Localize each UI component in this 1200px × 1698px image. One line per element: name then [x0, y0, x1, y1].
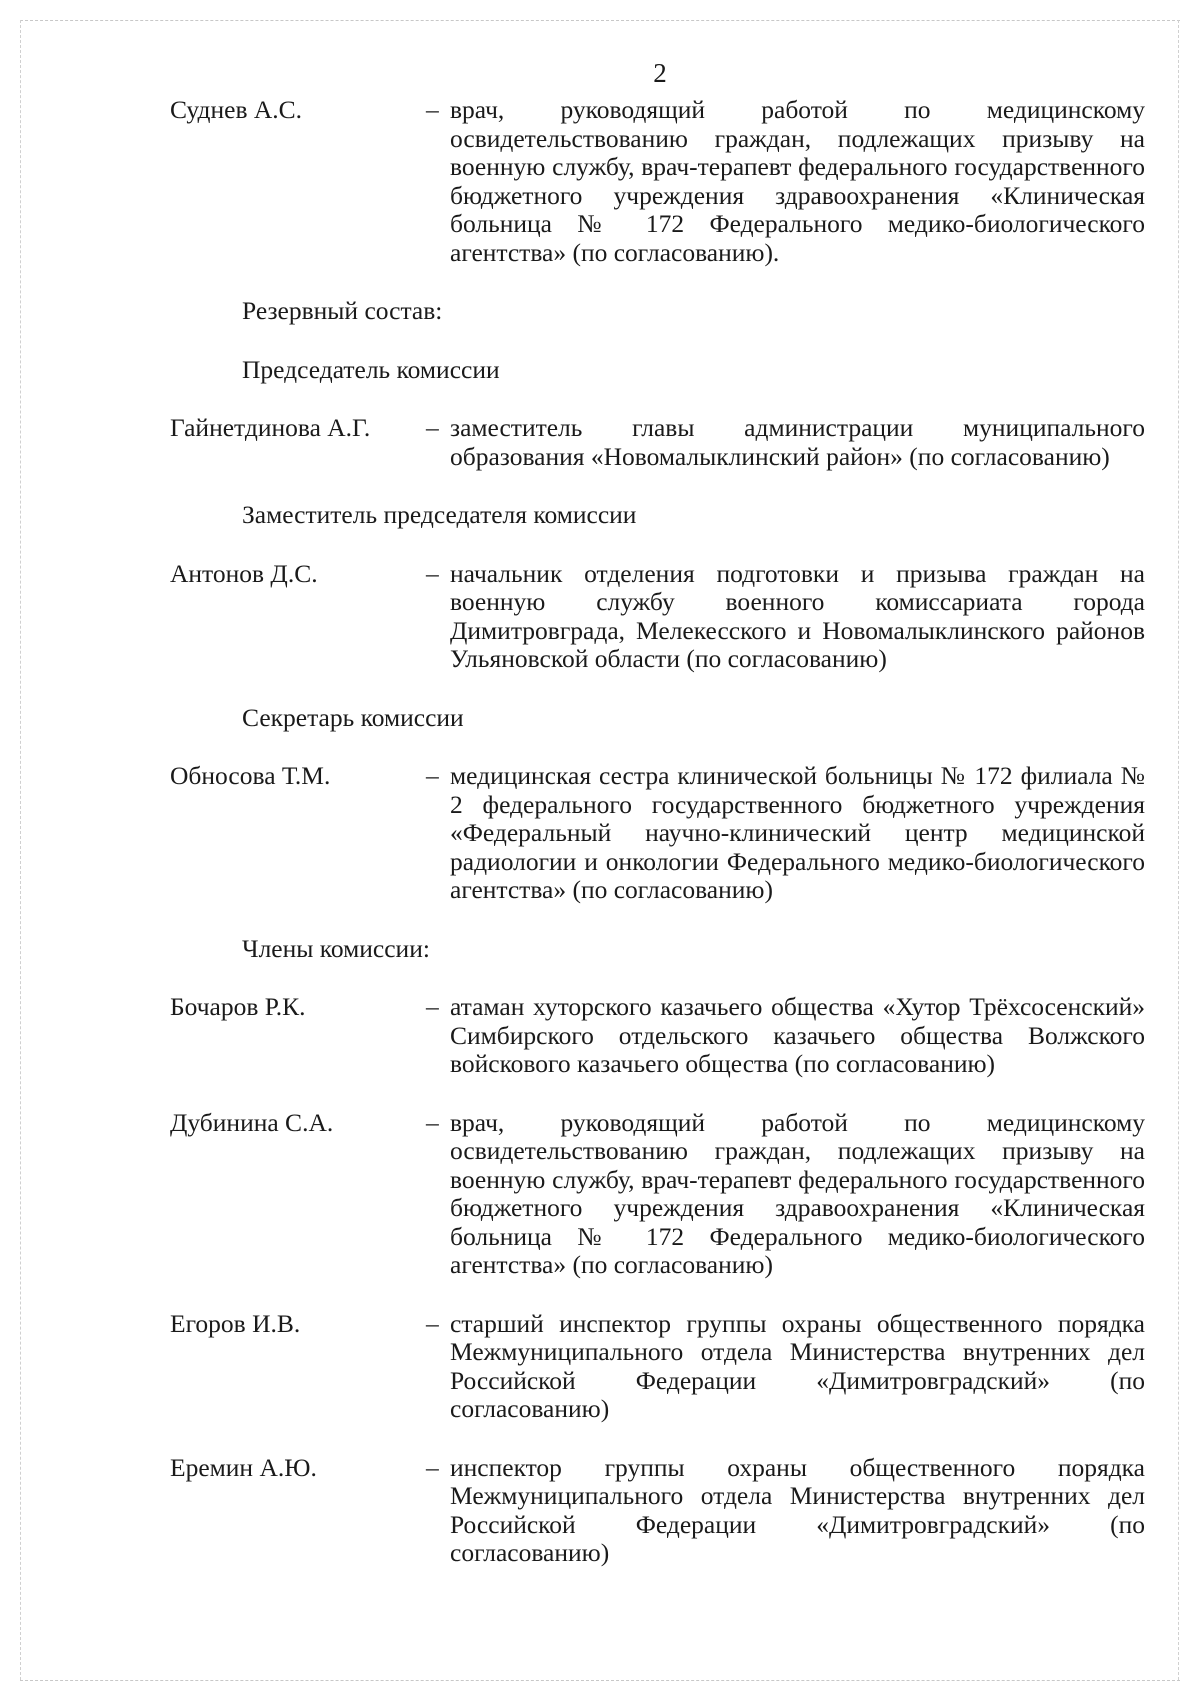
heading-members: Члены комиссии:: [242, 933, 430, 963]
entry-dash: –: [426, 761, 439, 790]
entry-dash: –: [426, 413, 439, 442]
entry-antonov: [170, 560, 1145, 674]
entry-dash: –: [426, 992, 439, 1021]
scan-border-top: [20, 20, 1180, 21]
scan-border-bottom: [20, 1680, 1180, 1681]
entry-name: Суднев А.С.: [170, 95, 303, 124]
entry-description: медицинская сестра клинической больницы № 172 филиала № 2 федерального государственного бюджетного учреждения «Федеральный научно-клинический центр медицинской радиологии и онкологии Федерального медико-биологического агентства» (по согласованию): [450, 761, 1145, 904]
entry-name: Гайнетдинова А.Г.: [170, 413, 371, 442]
entry-description: начальник отделения подготовки и призыва граждан на военную службу военного комиссариата города Димитровграда, Мелекесского и Новомалыклинского районов Ульяновской области (по согласованию): [450, 558, 1145, 673]
entry-dash: –: [426, 1308, 439, 1338]
entry-name: Бочаров Р.К.: [170, 992, 306, 1021]
entry-dash: –: [426, 558, 439, 588]
entry-dash: –: [426, 95, 439, 124]
scan-border-left: [20, 20, 21, 1680]
entry-dubinina: [170, 1109, 1145, 1280]
entry-sudnev: [170, 96, 1145, 267]
entry-eremin: [170, 1454, 1145, 1568]
entry-name: Обносова Т.М.: [170, 761, 331, 790]
entry-dash: –: [426, 1107, 439, 1137]
scan-border-right: [1178, 20, 1179, 1680]
heading-secretary: Секретарь комиссии: [242, 702, 464, 732]
entry-bocharov: [170, 993, 1145, 1079]
page-number: 2: [653, 58, 667, 88]
entry-name: Дубинина С.А.: [170, 1107, 334, 1137]
entry-name: Антонов Д.С.: [170, 558, 318, 588]
entry-description: заместитель главы администрации муниципального образования «Новомалыклинский район» (по согласованию): [450, 413, 1145, 471]
entry-egorov: [170, 1310, 1145, 1424]
document-body: [170, 96, 1145, 1568]
entry-description: инспектор группы охраны общественного порядка Межмуниципального отдела Министерства внутренних дел Российской Федерации «Димитровградский» (по согласованию): [450, 1452, 1145, 1567]
entry-gainetdinova: [170, 414, 1145, 471]
entry-description: врач, руководящий работой по медицинскому освидетельствованию граждан, подлежащих призыву на военную службу, врач-терапевт федерального государственного бюджетного учреждения здравоохранения «Клиническая больница № 172 Федерального медико-биологического агентства» (по согласованию): [450, 1107, 1145, 1279]
entry-description: атаман хуторского казачьего общества «Хутор Трёхсосенский» Симбирского отдельского казачьего общества Волжского войскового казачьего общества (по согласованию): [450, 992, 1145, 1078]
entry-name: Егоров И.В.: [170, 1308, 301, 1338]
entry-description: врач, руководящий работой по медицинскому освидетельствованию граждан, подлежащих призыву на военную службу, врач-терапевт федерального государственного бюджетного учреждения здравоохранения «Клиническая больница № 172 Федерального медико-биологического агентства» (по согласованию).: [450, 95, 1145, 267]
entry-obnosova: [170, 762, 1145, 905]
entry-description: старший инспектор группы охраны общественного порядка Межмуниципального отдела Министерства внутренних дел Российской Федерации «Димитровградский» (по согласованию): [450, 1308, 1145, 1423]
entry-dash: –: [426, 1452, 439, 1482]
entry-name: Еремин А.Ю.: [170, 1452, 317, 1482]
heading-deputy: Заместитель председателя комиссии: [242, 500, 637, 529]
heading-chairman: Председатель комиссии: [242, 354, 500, 384]
heading-reserve: Резервный состав:: [242, 296, 443, 325]
